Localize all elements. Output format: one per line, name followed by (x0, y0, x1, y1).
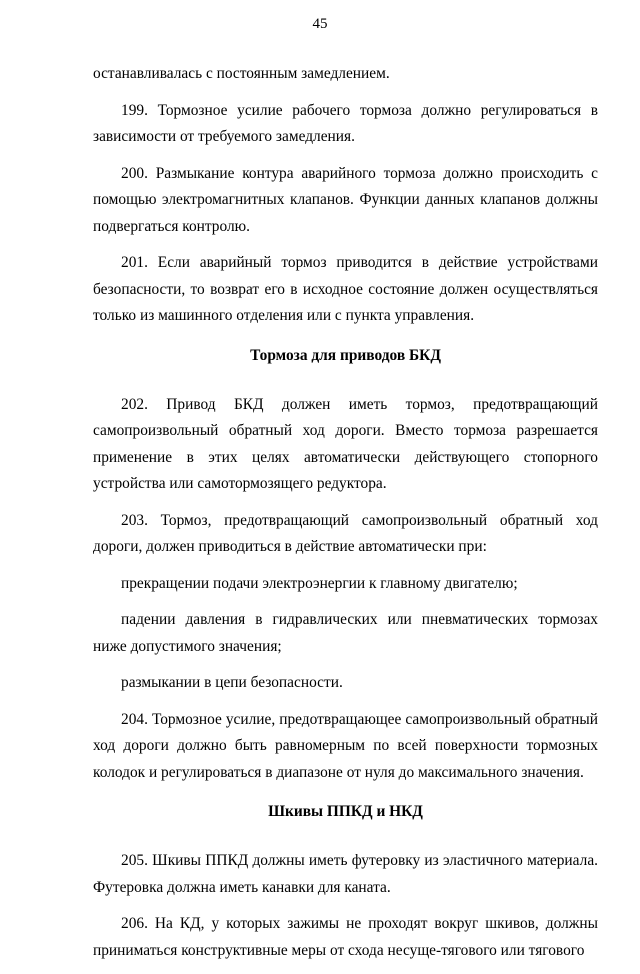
paragraph-202: 202. Привод БКД должен иметь тормоз, предотвращающий самопроизвольный обратный ход дороги. Вместо тормоза разрешается применение в этих целях автоматически действующего стопорного устройства или самотормозящего редуктора. (93, 395, 598, 492)
list-item-power-loss: прекращении подачи электроэнергии к главному двигателю; (121, 574, 518, 592)
section-heading-brakes: Тормоза для приводов БКД (250, 346, 441, 364)
document-body (93, 61, 598, 974)
list-item-pressure-drop: падении давления в гидравлических или пневматических тормозах ниже допустимого значения; (93, 611, 598, 655)
paragraph-201: 201. Если аварийный тормоз приводится в действие устройствами безопасности, то возврат его в исходное состояние должен осуществляться только из машинного отделения или с пункта управления. (93, 254, 598, 324)
paragraph-continuation: останавливалась с постоянным замедлением. (93, 65, 390, 82)
paragraph-206: 206. На КД, у которых зажимы не проходят вокруг шкивов, должны приниматься конструктивные меры от схода несуще-тягового или тягового (93, 915, 598, 959)
paragraph-203: 203. Тормоз, предотвращающий самопроизвольный обратный ход дороги, должен приводиться в действие автоматически при: (93, 511, 598, 555)
paragraph-205: 205. Шкивы ППКД должны иметь футеровку из эластичного материала. Футеровка должна иметь канавки для каната. (93, 852, 598, 896)
paragraph-204: 204. Тормозное усилие, предотвращающее самопроизвольный обратный ход дороги должно быть равномерным по всей поверхности тормозных колодок и регулироваться в диапазоне от нуля до максимального значения. (93, 710, 598, 781)
paragraph-199: 199. Тормозное усилие рабочего тормоза должно регулироваться в зависимости от требуемого замедления. (93, 101, 598, 145)
paragraph-200: 200. Размыкание контура аварийного тормоза должно происходить с помощью электромагнитных клапанов. Функции данных клапанов должны подвергаться контролю. (93, 164, 598, 235)
page-number: 45 (312, 16, 328, 32)
section-heading-pulleys: Шкивы ППКД и НКД (268, 803, 423, 820)
list-item-safety-circuit: размыкании в цепи безопасности. (121, 674, 343, 691)
